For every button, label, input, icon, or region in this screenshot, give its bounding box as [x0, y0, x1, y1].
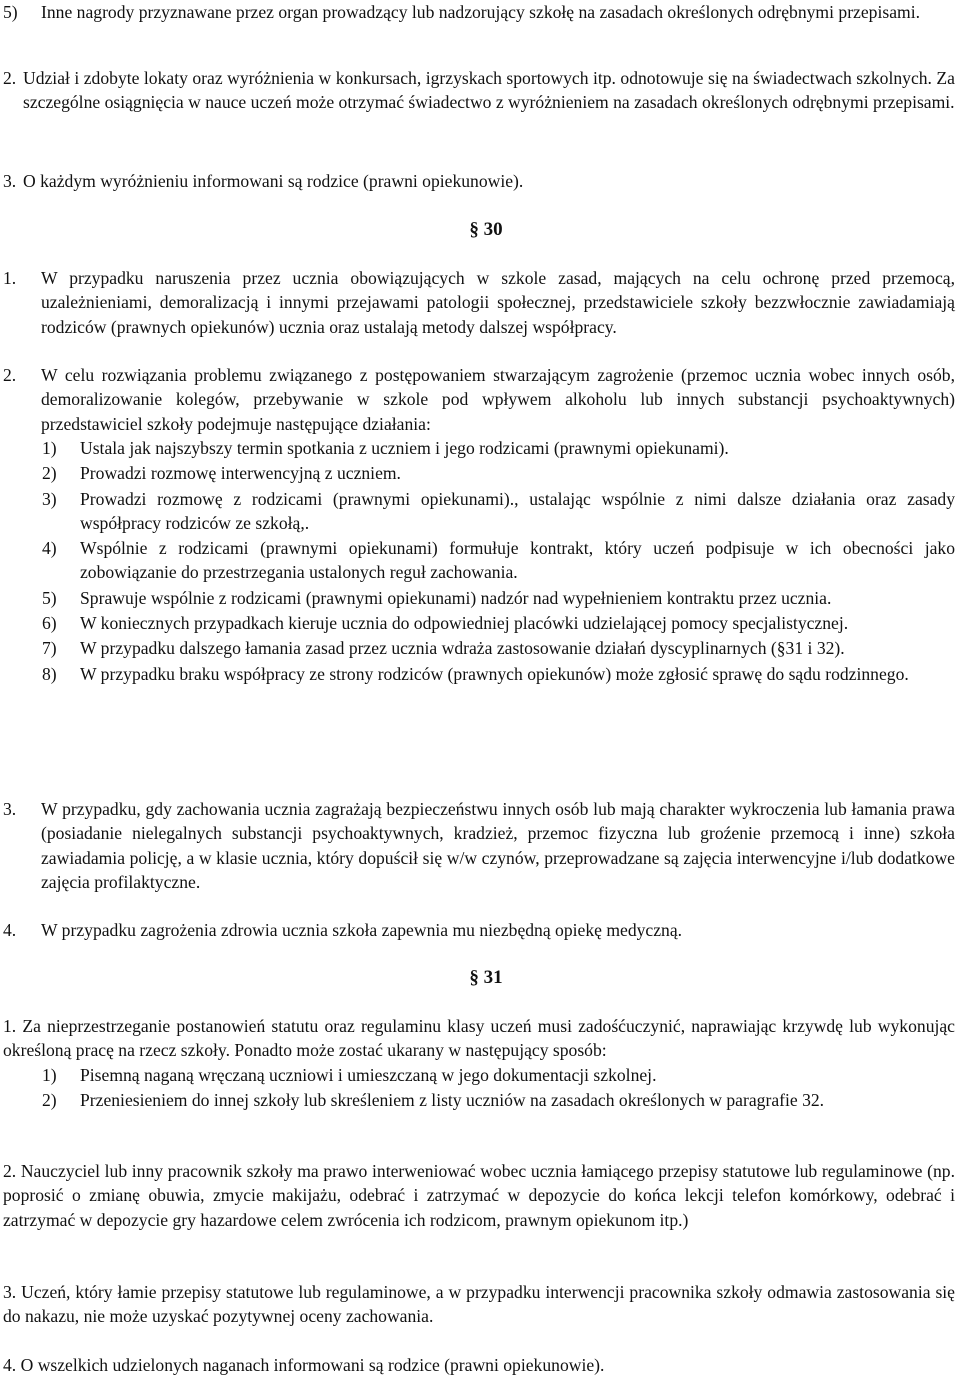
paragraph-text: 1. Za nieprzestrzeganie postanowień statutu oraz regulaminu klasy uczeń musi zadośćuczynić, naprawiając krzywdę lub wykonując określoną pracę na rzecz szkoły. Ponadto może zostać ukarany w następujący sposób:: [3, 1016, 955, 1061]
list-item: [3, 436, 955, 460]
section-heading-31: [0, 966, 960, 990]
section-symbol: §: [469, 967, 479, 988]
list-text: Inne nagrody przyznawane przez organ prowadzący lub nadzorujący szkołę na zasadach określonych odrębnymi przepisami.: [41, 2, 920, 22]
paragraph-3: [3, 169, 955, 193]
paragraph-2: [3, 66, 955, 115]
list-item: [3, 611, 955, 635]
paragraph-text: Udział i zdobyte lokaty oraz wyróżnienia w konkursach, igrzyskach sportowych itp. odnotowuje się na świadectwach szkolnych. Za szczególne osiągnięcia w nauce uczeń może otrzymać świadectwo z wyróżnieniem na zasadach określonych odrębnymi przepisami.: [23, 68, 955, 113]
list-number: 7): [42, 638, 57, 659]
list-item: [3, 586, 955, 610]
s30-action-list: [3, 436, 955, 686]
section-number: 31: [483, 967, 503, 988]
list-item: [3, 536, 955, 585]
section-symbol: §: [469, 219, 479, 240]
s30-paragraph-1: [3, 266, 955, 339]
list-text: Przeniesieniem do innej szkoły lub skreśleniem z listy uczniów na zasadach określonych w paragrafie 32.: [80, 1090, 825, 1111]
list-number: 4): [42, 538, 57, 559]
paragraph-number: 2.: [3, 365, 17, 385]
list-number: 8): [42, 663, 57, 684]
list-number: 1): [42, 1065, 57, 1085]
s31-paragraph-2: [3, 1159, 955, 1232]
paragraph-number: 3.: [3, 799, 17, 819]
paragraph-number: 4.: [3, 920, 17, 940]
s30-paragraph-4: [3, 918, 955, 942]
list-number: 2): [42, 1090, 57, 1111]
list-item: [3, 461, 955, 485]
paragraph-text: W przypadku naruszenia przez ucznia obowiązujących w szkole zasad, mających na celu ochronę przed przemocą, uzależnieniami, demoralizacją i innymi przejawami patologii społecznej, przedstawiciele szkoły bezzwłocznie zawiadamiają rodziców (prawnych opiekunów) ucznia oraz ustalają metody dalszej współpracy.: [41, 268, 955, 337]
paragraph-text: 4. O wszelkich udzielonych naganach informowani są rodzice (prawni opiekunowie).: [3, 1355, 605, 1375]
section-heading-30: [0, 218, 960, 242]
paragraph-text: O każdym wyróżnieniu informowani są rodzice (prawni opiekunowie).: [23, 171, 524, 191]
list-text: Prowadzi rozmowę z rodzicami (prawnymi opiekunami)., ustalając wspólnie z nimi dalsze działania oraz zasady współpracy rodziców ze szkołą,.: [80, 488, 955, 533]
list-number: 2): [42, 463, 57, 484]
list-item: [3, 487, 955, 536]
paragraph-number: 2.: [3, 68, 17, 88]
paragraph-number: 1.: [3, 268, 17, 288]
list-text: Sprawuje wspólnie z rodzicami (prawnymi opiekunami) nadzór nad wypełnieniem kontraktu przez ucznia.: [80, 587, 832, 608]
paragraph-text: W przypadku, gdy zachowania ucznia zagrażają bezpieczeństwu innych osób lub mają charakter wykroczenia lub łamania prawa (posiadanie nielegalnych substancji psychoaktywnych, kradzież, przemoc fizyczna lub groźenie przemocą i inne) szkoła zawiadamia policję, a w klasie ucznia, który dopuścił się w/w czynów, przeprowadzane są zajęcia interwencyjne i/lub dodatkowe zajęcia profilaktyczne.: [41, 799, 955, 892]
s31-paragraph-1: [3, 1014, 955, 1063]
s30-paragraph-3: [3, 797, 955, 894]
list-item: [3, 1088, 955, 1112]
section-number: 30: [483, 219, 503, 240]
paragraph-text: W przypadku zagrożenia zdrowia ucznia szkoła zapewnia mu niezbędną opiekę medyczną.: [41, 920, 683, 940]
list-item-5: [3, 0, 955, 24]
s31-penalty-list: [3, 1063, 955, 1113]
list-text: W przypadku dalszego łamania zasad przez ucznia wdraża zastosowanie działań dyscyplinarnych (§31 i 32).: [80, 638, 845, 659]
list-number: 6): [42, 613, 57, 634]
paragraph-text: W celu rozwiązania problemu związanego z postępowaniem stwarzającym zagrożenie (przemoc ucznia wobec innych osób, demoralizowanie kolegów, przebywanie w szkole pod wpływem alkoholu lub innych substancji psychoaktywnych) przedstawiciel szkoły podejmuje następujące działania:: [41, 365, 955, 434]
paragraph-number: 3.: [3, 171, 17, 191]
s31-paragraph-3: [3, 1280, 955, 1329]
list-number: 3): [42, 488, 57, 509]
list-text: W przypadku braku współpracy ze strony rodziców (prawnych opiekunów) może zgłosić sprawę do sądu rodzinnego.: [80, 663, 909, 684]
list-text: Pisemną naganą wręczaną uczniowi i umieszczaną w jego dokumentacji szkolnej.: [80, 1065, 657, 1085]
s30-paragraph-2: [3, 363, 955, 436]
list-text: W koniecznych przypadkach kieruje ucznia do odpowiedniej placówki udzielającej pomocy specjalistycznej.: [80, 613, 849, 634]
list-number: 1): [42, 438, 57, 458]
list-text: Wspólnie z rodzicami (prawnymi opiekunami) formułuje kontrakt, który uczeń podpisuje w ich obecności jako zobowiązanie do przestrzegania ustalonych reguł zachowania.: [80, 538, 955, 583]
list-text: Prowadzi rozmowę interwencyjną z uczniem.: [80, 463, 401, 484]
list-item: [3, 636, 955, 660]
list-text: Ustala jak najszybszy termin spotkania z uczniem i jego rodzicami (prawnymi opiekunami).: [80, 438, 729, 458]
paragraph-text: 3. Uczeń, który łamie przepisy statutowe lub regulaminowe, a w przypadku interwencji pracownika szkoły odmawia zastosowania się do nakazu, nie może uzyskać pozytywnej oceny zachowania.: [3, 1282, 955, 1327]
s31-paragraph-4: [3, 1353, 955, 1377]
list-item: [3, 662, 955, 686]
list-item: [3, 1063, 955, 1087]
paragraph-text: 2. Nauczyciel lub inny pracownik szkoły ma prawo interweniować wobec ucznia łamiącego przepisy statutowe lub regulaminowe (np. poprosić o zmianę obuwia, zmycie makijażu, odebrać i zatrzymać w depozycie do końca lekcji telefon komórkowy, odebrać i zatrzymać w depozycie gry hazardowe celem zwrócenia ich rodzicom, prawnym opiekunom itp.): [3, 1161, 955, 1230]
list-number: 5): [42, 587, 57, 608]
list-number: 5): [3, 2, 18, 22]
